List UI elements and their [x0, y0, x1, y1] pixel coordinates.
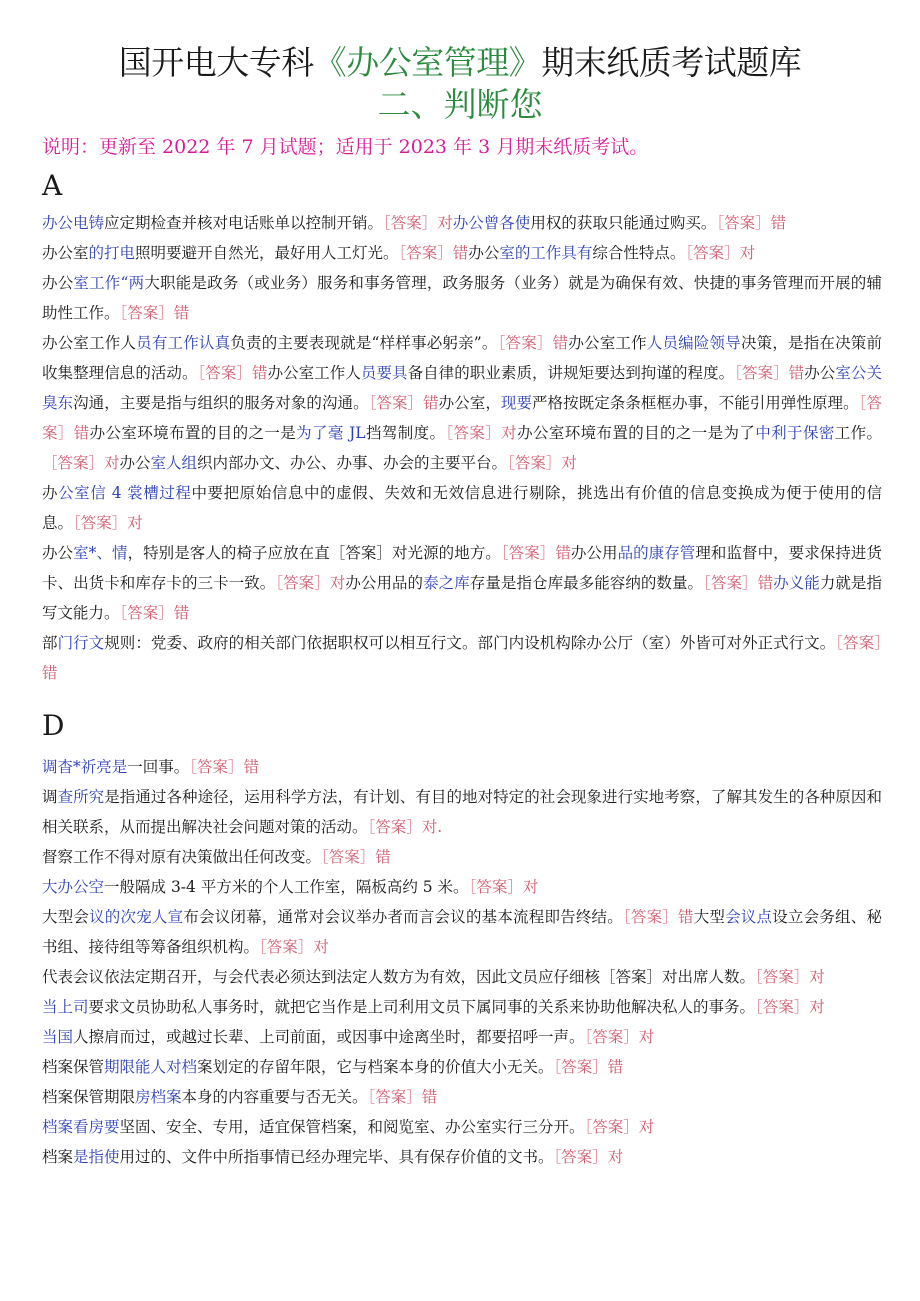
answer-label: ［答案］错	[197, 364, 268, 382]
question-text: 办公室工作人	[267, 364, 361, 382]
question-paragraph	[42, 1082, 882, 1112]
section-a-body	[42, 208, 882, 688]
question-text: 存量是指仓库最多能容纳的数量。	[469, 574, 704, 592]
section-letter-a: A	[42, 169, 63, 202]
answer-label: ［答案］错	[622, 908, 694, 926]
question-paragraph	[42, 238, 882, 268]
question-text: 房档案	[135, 1088, 182, 1106]
question-text: 办公室环境布置的目的之一是	[89, 424, 297, 442]
question-text: 的打电	[88, 244, 136, 262]
question-text: 员要具	[360, 364, 408, 382]
question-paragraph	[42, 1142, 882, 1172]
question-text: 大职能是政务（或业务）服务和事务管理，政务服务（业务）就是为确保有效、快捷的事务管理而开展的辅助性工作。	[42, 274, 882, 322]
question-text: 一般隔成 3-4 平方米的个人工作室，隔板高约 5 米。	[104, 878, 469, 896]
title-suffix: 期末纸质考试题库	[541, 43, 802, 82]
question-text: 办公室，	[438, 394, 501, 412]
answer-label: ［答案］对	[584, 1028, 655, 1046]
question-paragraph	[42, 628, 882, 688]
question-paragraph	[42, 1112, 882, 1142]
question-text: 中要把原始信息中的虚假、失效和无效信息进行剔除，挑选出有价值的信息变换成为便于使用的信息。	[42, 484, 882, 532]
question-text: 严格按既定条条框框办事，不能引用弹性原理。	[532, 394, 859, 412]
question-text: 室公关臭东	[42, 364, 882, 412]
question-text: 力就是指写文能力。	[42, 574, 882, 622]
question-text: 当国	[42, 1028, 74, 1046]
answer-label: ［答案］错	[119, 304, 190, 322]
question-paragraph	[42, 842, 882, 872]
question-text: 会议点	[725, 908, 773, 926]
page-subtitle: 二、判断您	[377, 85, 543, 124]
question-text: 理和监督中，要求保持进货卡、出货卡和库存卡的三卡一致。	[42, 544, 882, 592]
answer-label: ［答案］错	[553, 1058, 624, 1076]
answer-label: ［答案］对	[468, 878, 539, 896]
answer-label: ［答案］对	[275, 574, 346, 592]
answer-label: ［答案］对	[445, 424, 518, 442]
answer-label: ［答案］错	[367, 1088, 438, 1106]
title-course-name: 《办公室管理》	[313, 43, 542, 82]
question-text: 室的工作具有	[499, 244, 593, 262]
question-text: 查所究	[57, 788, 105, 806]
update-note: 说明：更新至 2022 年 7 月试题；适用于 2023 年 3 月期末纸质考试。	[42, 136, 649, 158]
answer-label: ［答案］错	[500, 544, 571, 562]
answer-label: ［答案］错	[703, 574, 774, 592]
question-text: 本身的内容重要与否无关。	[181, 1088, 368, 1106]
question-text: 决策，是指在决策前收集整理信息的活动。	[42, 334, 882, 382]
question-text: 议的次宠人宣	[89, 908, 184, 926]
question-text: 办公	[42, 544, 74, 562]
question-paragraph	[42, 962, 882, 992]
section-d-body	[42, 752, 882, 1172]
question-text: 调杳*祈亮是	[42, 758, 128, 776]
answer-label: ［答案］对	[553, 1148, 624, 1166]
answer-label: ［答案］对	[685, 244, 756, 262]
question-text: 现要	[500, 394, 532, 412]
question-text: 档案	[42, 1148, 74, 1166]
answer-label: ［答案］错	[734, 364, 805, 382]
answer-label: ［答案］对	[507, 454, 577, 472]
question-text: 织内部办文、办公、办事、办会的主要平台。	[197, 454, 508, 472]
question-text: 调	[42, 788, 58, 806]
question-text: 办义能	[773, 574, 820, 592]
question-paragraph	[42, 992, 882, 1022]
question-text: 挡驾制度。	[365, 424, 446, 442]
question-text: 室人组	[150, 454, 198, 472]
question-text: 办公	[468, 244, 500, 262]
question-text: 中利于保密	[755, 424, 835, 442]
question-text: 人擦肩而过，或越过长辈、上司前面，或因事中途离坐时，都要招呼一声。	[73, 1028, 585, 1046]
question-text: 代表会议依法定期召开，与会代表必须达到法定人数方为有效，因此文员应仔细核［答案］对出席人数。	[42, 968, 756, 986]
question-text: 办公室工作人	[42, 334, 137, 352]
section-letter-d: D	[42, 709, 65, 742]
question-text: 备自律的职业素质，讲规矩要达到拘谨的程度。	[407, 364, 735, 382]
question-text: 应定期检查并核对电话账单以控制开销。	[104, 214, 384, 232]
question-text: 当上司	[42, 998, 89, 1016]
question-text: 办公用品的	[345, 574, 424, 592]
answer-label: ［答案］错	[189, 758, 260, 776]
question-paragraph	[42, 1052, 882, 1082]
question-text: 一回事。	[127, 758, 190, 776]
question-text: 门行文	[57, 634, 105, 652]
question-text: 要求文员协助私人事务时，就把它当作是上司利用文员下属同事的关系来协助他解决私人的事务。	[88, 998, 756, 1016]
question-text: 档案看房要	[42, 1118, 120, 1136]
question-paragraph	[42, 268, 882, 328]
answer-label: ［答案］对	[73, 514, 143, 532]
question-text: 用过的、文件中所指事情已经办理完毕、具有保存价值的文书。	[119, 1148, 554, 1166]
question-text: 期限能人对档	[104, 1058, 198, 1076]
question-text: 办公室环境布置的目的之一是为了	[517, 424, 756, 442]
title-prefix: 国开电大专科	[118, 43, 314, 82]
question-text: 室*、情	[73, 544, 128, 562]
question-text: 用权的获取只能通过购买。	[530, 214, 717, 232]
question-text: 办公电铸	[42, 214, 105, 232]
question-text: 照明要避开自然光，最好用人工灯光。	[135, 244, 399, 262]
question-text: 设立会务组、秘书组、接待组等筹备组织机构。	[42, 908, 882, 956]
question-text: 大型会	[42, 908, 90, 926]
question-text: 室工作“两	[73, 274, 145, 292]
question-paragraph	[42, 872, 882, 902]
question-text: 大办公空	[42, 878, 105, 896]
question-text: 公室信 4 裳槽过程	[58, 484, 192, 502]
page-title	[0, 42, 920, 84]
question-text: 布会议闭幕，通常对会议举办者而言会议的基本流程即告终结。	[183, 908, 623, 926]
question-text: 坚固、安全、专用，适宜保管档案，和阅览室、办公室实行三分开。	[119, 1118, 585, 1136]
question-text: 工作。	[834, 424, 882, 442]
question-paragraph	[42, 902, 882, 962]
question-text: 是指使	[73, 1148, 120, 1166]
answer-label: ［答案］错	[42, 634, 882, 682]
answer-label: ［答案］错	[398, 244, 469, 262]
question-text: 沟通，主要是指与组织的服务对象的沟通。	[73, 394, 369, 412]
question-text: 规则：党委、政府的相关部门依据职权可以相互行文。部门内设机构除办公厅（室）外皆可对外正式行文。	[104, 634, 836, 652]
question-paragraph	[42, 538, 882, 628]
answer-label: ［答案］错	[497, 334, 569, 352]
answer-label: ［答案］错	[119, 604, 190, 622]
answer-label: ［答案］错	[42, 394, 882, 442]
question-text: 大型	[693, 908, 726, 926]
question-paragraph	[42, 478, 882, 538]
answer-label: ［答案］错	[368, 394, 439, 412]
answer-label: ［答案］对	[755, 968, 825, 986]
question-text: 档案保管期限	[42, 1088, 136, 1106]
question-text: 员有工作认真	[136, 334, 231, 352]
question-text: 综合性特点。	[592, 244, 686, 262]
answer-label: ［答案］错	[321, 848, 391, 866]
answer-label: ［答案］错	[716, 214, 787, 232]
question-text: 档案保管	[42, 1058, 105, 1076]
question-text: 案划定的存留年限，它与档案本身的价值大小无关。	[197, 1058, 554, 1076]
question-text: 办公曾各使	[452, 214, 531, 232]
question-paragraph	[42, 752, 882, 782]
question-text: 泰之库	[423, 574, 470, 592]
answer-label: ［答案］对	[383, 214, 453, 232]
question-text: 办公	[42, 274, 74, 292]
answer-label: ［答案］对	[259, 938, 329, 956]
question-paragraph	[42, 1022, 882, 1052]
question-text: ，特别是客人的椅子应放在直［答案］对光源的地方。	[127, 544, 501, 562]
question-text: 办公	[804, 364, 836, 382]
question-text: 为了毫 JL	[296, 424, 366, 442]
question-text: 办	[42, 484, 59, 502]
question-paragraph	[42, 208, 882, 238]
answer-label: ［答案］对	[42, 454, 120, 472]
question-text: 办公室工作	[568, 334, 647, 352]
answer-label: ［答案］对	[584, 1118, 655, 1136]
question-text: 品的康存管	[617, 544, 696, 562]
question-paragraph	[42, 782, 882, 842]
question-text: 负责的主要表现就是“样样事必躬亲”。	[230, 334, 498, 352]
question-paragraph	[42, 328, 882, 478]
question-text: 办公用	[570, 544, 618, 562]
question-text: 部	[42, 634, 58, 652]
question-text: 办公室	[42, 244, 89, 262]
question-text: 督察工作不得对原有决策做出任何改变。	[42, 848, 322, 866]
answer-label: ［答案］对	[755, 998, 825, 1016]
question-text: 是指通过各种途径，运用科学方法，有计划、有目的地对特定的社会现象进行实地考察，了解其发生的各种原因和相关联系，从而提出解决社会问题对策的活动。	[42, 788, 882, 836]
question-text: 办公	[119, 454, 151, 472]
answer-label: ［答案］对.	[367, 818, 443, 836]
question-text: 人员编险领导	[646, 334, 741, 352]
